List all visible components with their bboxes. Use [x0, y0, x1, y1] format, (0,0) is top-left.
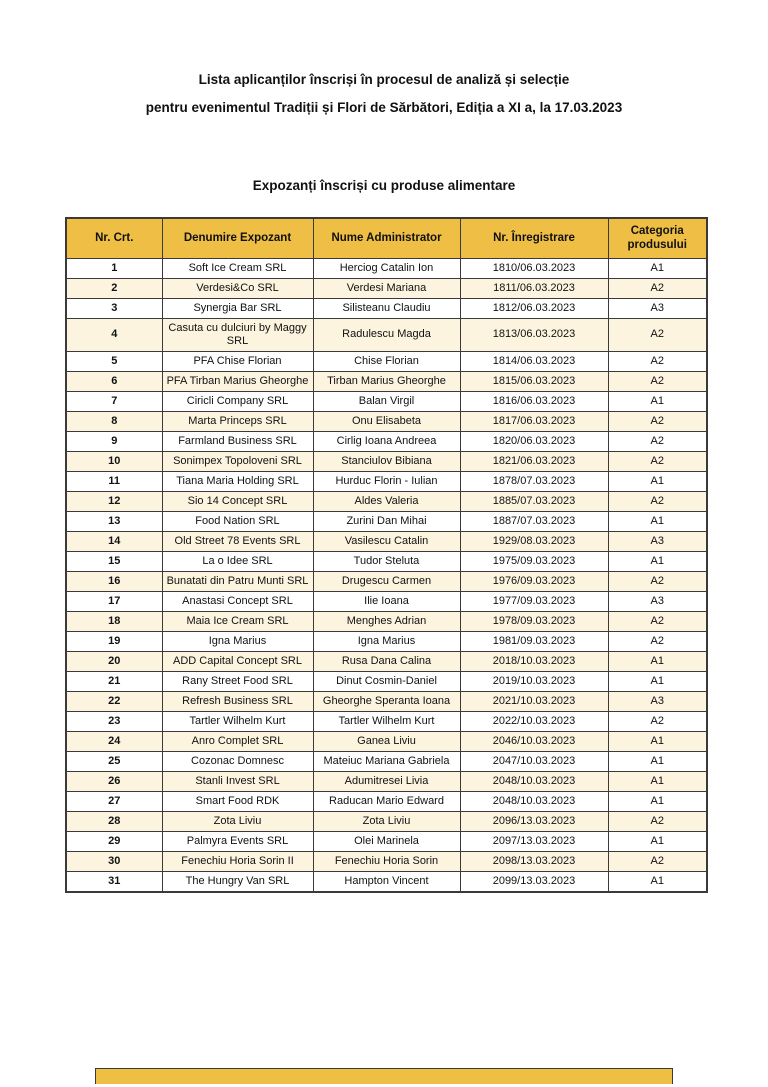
table-row: [66, 591, 707, 611]
cell-administrator: Aldes Valeria: [313, 491, 460, 511]
cell-nr: 26: [66, 771, 162, 791]
cell-inregistrare: 1812/06.03.2023: [460, 298, 608, 318]
cell-expozant: Bunatati din Patru Munti SRL: [162, 571, 313, 591]
cell-nr: 16: [66, 571, 162, 591]
cell-inregistrare: 2048/10.03.2023: [460, 791, 608, 811]
cell-inregistrare: 2019/10.03.2023: [460, 671, 608, 691]
cell-inregistrare: 1816/06.03.2023: [460, 391, 608, 411]
table-row: [66, 611, 707, 631]
cell-administrator: Dinut Cosmin-Daniel: [313, 671, 460, 691]
cell-categoria: A1: [608, 671, 707, 691]
cell-inregistrare: 1885/07.03.2023: [460, 491, 608, 511]
cell-inregistrare: 1814/06.03.2023: [460, 351, 608, 371]
cell-expozant: Igna Marius: [162, 631, 313, 651]
cell-expozant: Anastasi Concept SRL: [162, 591, 313, 611]
cell-expozant: The Hungry Van SRL: [162, 871, 313, 892]
cell-inregistrare: 2047/10.03.2023: [460, 751, 608, 771]
cell-inregistrare: 2022/10.03.2023: [460, 711, 608, 731]
cell-expozant: Anro Complet SRL: [162, 731, 313, 751]
table-row: [66, 851, 707, 871]
cell-categoria: A2: [608, 491, 707, 511]
cell-categoria: A1: [608, 258, 707, 278]
cell-categoria: A1: [608, 751, 707, 771]
cell-administrator: Igna Marius: [313, 631, 460, 651]
cell-expozant: Tartler Wilhelm Kurt: [162, 711, 313, 731]
applicants-table: [65, 217, 708, 893]
section-subtitle: Expozanți înscriși cu produse alimentare: [252, 178, 516, 193]
table-row: [66, 318, 707, 351]
table-row: [66, 751, 707, 771]
cell-nr: 17: [66, 591, 162, 611]
cell-administrator: Stanciulov Bibiana: [313, 451, 460, 471]
cell-expozant: Old Street 78 Events SRL: [162, 531, 313, 551]
cell-nr: 28: [66, 811, 162, 831]
table-row: [66, 431, 707, 451]
cell-administrator: Fenechiu Horia Sorin: [313, 851, 460, 871]
table-row: [66, 391, 707, 411]
cell-categoria: A1: [608, 791, 707, 811]
cell-administrator: Chise Florian: [313, 351, 460, 371]
cell-inregistrare: 2021/10.03.2023: [460, 691, 608, 711]
cell-categoria: A2: [608, 851, 707, 871]
cell-nr: 4: [66, 318, 162, 351]
table-row: [66, 651, 707, 671]
cell-inregistrare: 1981/09.03.2023: [460, 631, 608, 651]
table-row: [66, 631, 707, 651]
cell-categoria: A2: [608, 571, 707, 591]
table-row: [66, 351, 707, 371]
cell-nr: 20: [66, 651, 162, 671]
cell-nr: 9: [66, 431, 162, 451]
cell-administrator: Zurini Dan Mihai: [313, 511, 460, 531]
cell-expozant: Fenechiu Horia Sorin II: [162, 851, 313, 871]
table-row: [66, 871, 707, 892]
cell-categoria: A2: [608, 371, 707, 391]
cell-categoria: A2: [608, 711, 707, 731]
cell-inregistrare: 1813/06.03.2023: [460, 318, 608, 351]
cell-inregistrare: 1821/06.03.2023: [460, 451, 608, 471]
cell-inregistrare: 2046/10.03.2023: [460, 731, 608, 751]
cell-administrator: Balan Virgil: [313, 391, 460, 411]
cell-categoria: A2: [608, 611, 707, 631]
cell-nr: 27: [66, 791, 162, 811]
cell-inregistrare: 2099/13.03.2023: [460, 871, 608, 892]
cell-administrator: Olei Marinela: [313, 831, 460, 851]
table-row: [66, 511, 707, 531]
cell-administrator: Radulescu Magda: [313, 318, 460, 351]
cell-expozant: Palmyra Events SRL: [162, 831, 313, 851]
cell-administrator: Adumitresei Livia: [313, 771, 460, 791]
cell-inregistrare: 1815/06.03.2023: [460, 371, 608, 391]
cell-nr: 2: [66, 278, 162, 298]
table-row: [66, 551, 707, 571]
cell-nr: 30: [66, 851, 162, 871]
cell-administrator: Gheorghe Speranta Ioana: [313, 691, 460, 711]
cell-administrator: Raducan Mario Edward: [313, 791, 460, 811]
cell-nr: 11: [66, 471, 162, 491]
cell-expozant: Food Nation SRL: [162, 511, 313, 531]
table-row: [66, 258, 707, 278]
cell-expozant: Rany Street Food SRL: [162, 671, 313, 691]
table-row: [66, 711, 707, 731]
cell-expozant: Maia Ice Cream SRL: [162, 611, 313, 631]
cell-categoria: A1: [608, 471, 707, 491]
cell-nr: 5: [66, 351, 162, 371]
column-header-3: Nr. Înregistrare: [460, 218, 608, 258]
cell-administrator: Onu Elisabeta: [313, 411, 460, 431]
cell-inregistrare: 1810/06.03.2023: [460, 258, 608, 278]
table-row: [66, 531, 707, 551]
cell-administrator: Hurduc Florin - Iulian: [313, 471, 460, 491]
cell-expozant: Cozonac Domnesc: [162, 751, 313, 771]
cell-nr: 10: [66, 451, 162, 471]
cell-categoria: A1: [608, 871, 707, 892]
cell-inregistrare: 1929/08.03.2023: [460, 531, 608, 551]
table-row: [66, 278, 707, 298]
cell-expozant: PFA Tirban Marius Gheorghe: [162, 371, 313, 391]
cell-nr: 21: [66, 671, 162, 691]
cell-expozant: Zota Liviu: [162, 811, 313, 831]
cell-nr: 7: [66, 391, 162, 411]
cell-categoria: A3: [608, 591, 707, 611]
cell-administrator: Drugescu Carmen: [313, 571, 460, 591]
cell-administrator: Hampton Vincent: [313, 871, 460, 892]
cell-inregistrare: 1887/07.03.2023: [460, 511, 608, 531]
cell-inregistrare: 1878/07.03.2023: [460, 471, 608, 491]
cell-categoria: A2: [608, 318, 707, 351]
cell-inregistrare: 2097/13.03.2023: [460, 831, 608, 851]
cell-inregistrare: 1975/09.03.2023: [460, 551, 608, 571]
cell-administrator: Vasilescu Catalin: [313, 531, 460, 551]
cell-categoria: A2: [608, 431, 707, 451]
cell-expozant: Verdesi&Co SRL: [162, 278, 313, 298]
cell-inregistrare: 2096/13.03.2023: [460, 811, 608, 831]
cell-administrator: Menghes Adrian: [313, 611, 460, 631]
cell-categoria: A2: [608, 811, 707, 831]
table-row: [66, 791, 707, 811]
cell-administrator: Cirlig Ioana Andreea: [313, 431, 460, 451]
table-row: [66, 771, 707, 791]
cell-expozant: Refresh Business SRL: [162, 691, 313, 711]
table-body: [66, 258, 707, 892]
cell-nr: 31: [66, 871, 162, 892]
table-row: [66, 831, 707, 851]
cell-nr: 1: [66, 258, 162, 278]
cell-expozant: Ciricli Company SRL: [162, 391, 313, 411]
cell-expozant: Sonimpex Topoloveni SRL: [162, 451, 313, 471]
column-header-0: Nr. Crt.: [66, 218, 162, 258]
cell-inregistrare: 2018/10.03.2023: [460, 651, 608, 671]
cell-inregistrare: 1811/06.03.2023: [460, 278, 608, 298]
document-title: [0, 66, 768, 122]
cell-expozant: PFA Chise Florian: [162, 351, 313, 371]
column-header-4: Categoria produsului: [608, 218, 707, 258]
cell-administrator: Tirban Marius Gheorghe: [313, 371, 460, 391]
cell-nr: 23: [66, 711, 162, 731]
table-row: [66, 411, 707, 431]
cell-inregistrare: 1976/09.03.2023: [460, 571, 608, 591]
cell-nr: 14: [66, 531, 162, 551]
table-row: [66, 298, 707, 318]
cell-administrator: Herciog Catalin Ion: [313, 258, 460, 278]
cell-categoria: A1: [608, 651, 707, 671]
cell-expozant: ADD Capital Concept SRL: [162, 651, 313, 671]
cell-categoria: A3: [608, 691, 707, 711]
cell-nr: 8: [66, 411, 162, 431]
cell-categoria: A2: [608, 351, 707, 371]
cell-administrator: Ganea Liviu: [313, 731, 460, 751]
next-table-header-sliver: [95, 1068, 673, 1084]
cell-nr: 18: [66, 611, 162, 631]
table-row: [66, 691, 707, 711]
table-header: [66, 218, 707, 258]
cell-expozant: Stanli Invest SRL: [162, 771, 313, 791]
cell-categoria: A1: [608, 511, 707, 531]
cell-inregistrare: 1977/09.03.2023: [460, 591, 608, 611]
cell-expozant: Sio 14 Concept SRL: [162, 491, 313, 511]
table-row: [66, 471, 707, 491]
cell-expozant: Synergia Bar SRL: [162, 298, 313, 318]
table-row: [66, 371, 707, 391]
cell-categoria: A1: [608, 831, 707, 851]
cell-administrator: Verdesi Mariana: [313, 278, 460, 298]
cell-expozant: Marta Princeps SRL: [162, 411, 313, 431]
document-title-line2: pentru evenimentul Tradiții și Flori de Sărbători, Ediția a XI a, la 17.03.2023: [145, 100, 623, 115]
cell-categoria: A2: [608, 451, 707, 471]
cell-inregistrare: 2048/10.03.2023: [460, 771, 608, 791]
cell-nr: 13: [66, 511, 162, 531]
cell-nr: 29: [66, 831, 162, 851]
cell-nr: 25: [66, 751, 162, 771]
cell-categoria: A2: [608, 278, 707, 298]
cell-nr: 6: [66, 371, 162, 391]
table-row: [66, 731, 707, 751]
cell-categoria: A3: [608, 298, 707, 318]
table-row: [66, 811, 707, 831]
cell-administrator: Rusa Dana Calina: [313, 651, 460, 671]
cell-administrator: Mateiuc Mariana Gabriela: [313, 751, 460, 771]
cell-nr: 19: [66, 631, 162, 651]
document-title-line1: Lista aplicanților înscriși în procesul de analiză și selecție: [198, 72, 570, 87]
cell-categoria: A1: [608, 731, 707, 751]
cell-inregistrare: 1817/06.03.2023: [460, 411, 608, 431]
cell-categoria: A1: [608, 551, 707, 571]
column-header-2: Nume Administrator: [313, 218, 460, 258]
cell-administrator: Ilie Ioana: [313, 591, 460, 611]
column-header-1: Denumire Expozant: [162, 218, 313, 258]
cell-inregistrare: 2098/13.03.2023: [460, 851, 608, 871]
cell-expozant: Farmland Business SRL: [162, 431, 313, 451]
table-row: [66, 451, 707, 471]
cell-nr: 24: [66, 731, 162, 751]
table-row: [66, 671, 707, 691]
cell-nr: 3: [66, 298, 162, 318]
cell-inregistrare: 1978/09.03.2023: [460, 611, 608, 631]
cell-expozant: Casuta cu dulciuri by Maggy SRL: [162, 318, 313, 351]
cell-expozant: Soft Ice Cream SRL: [162, 258, 313, 278]
cell-nr: 12: [66, 491, 162, 511]
cell-categoria: A1: [608, 391, 707, 411]
cell-categoria: A3: [608, 531, 707, 551]
cell-administrator: Zota Liviu: [313, 811, 460, 831]
table-row: [66, 571, 707, 591]
cell-administrator: Tudor Steluta: [313, 551, 460, 571]
cell-expozant: Smart Food RDK: [162, 791, 313, 811]
cell-inregistrare: 1820/06.03.2023: [460, 431, 608, 451]
cell-expozant: Tiana Maria Holding SRL: [162, 471, 313, 491]
cell-categoria: A2: [608, 631, 707, 651]
cell-administrator: Silisteanu Claudiu: [313, 298, 460, 318]
cell-expozant: La o Idee SRL: [162, 551, 313, 571]
cell-categoria: A2: [608, 411, 707, 431]
table-header-row: [66, 218, 707, 258]
cell-categoria: A1: [608, 771, 707, 791]
cell-administrator: Tartler Wilhelm Kurt: [313, 711, 460, 731]
cell-nr: 22: [66, 691, 162, 711]
cell-nr: 15: [66, 551, 162, 571]
table-row: [66, 491, 707, 511]
